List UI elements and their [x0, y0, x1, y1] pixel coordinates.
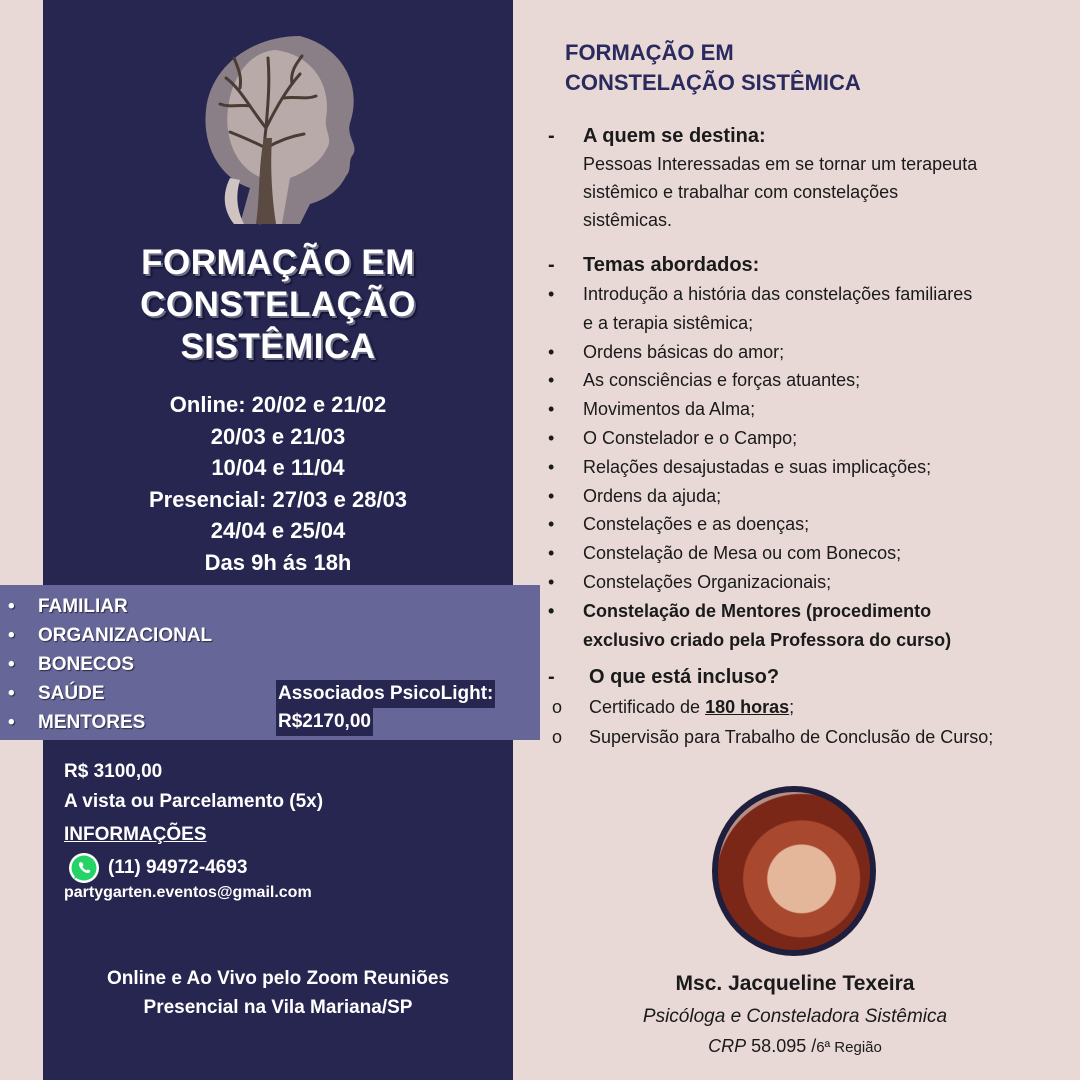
theme-line: Constelações e as doenças;: [583, 514, 810, 535]
topic-item: • MENTORES: [8, 712, 146, 733]
info-title: INFORMAÇÕES: [64, 824, 207, 845]
phone-row[interactable]: [68, 852, 247, 884]
theme-line: Constelação de Mentores (procedimento: [583, 600, 932, 621]
theme-item: • O Constelador e o Campo;: [548, 424, 972, 453]
theme-line: Constelação de Mesa ou com Bonecos;: [583, 543, 902, 564]
theme-item: • Constelação de Mentores (procedimento exclusivo criado pela Professora do curso): [548, 597, 972, 655]
email-address[interactable]: partygarten.eventos@gmail.com: [64, 884, 312, 901]
included-text: ;: [789, 697, 795, 717]
included-hours: 180 horas: [705, 697, 790, 717]
date-line: Das 9h ás 18h: [204, 549, 352, 575]
included-list: [552, 692, 993, 752]
theme-item: • Constelação de Mesa ou com Bonecos;: [548, 539, 972, 568]
audience-line: sistêmicas.: [583, 210, 673, 230]
location-line: Online e Ao Vivo pelo Zoom Reuniões: [106, 968, 450, 989]
date-line: 20/03 e 21/03: [210, 423, 346, 449]
date-line: 24/04 e 25/04: [210, 518, 346, 543]
theme-item: • Constelações e as doenças;: [548, 510, 972, 539]
professor-photo: [712, 786, 876, 956]
price-value: R$ 3100,00: [64, 761, 163, 782]
theme-line: As consciências e forças atuantes;: [583, 370, 861, 391]
theme-line: Constelações Organizacionais;: [583, 571, 832, 592]
associates-price: [276, 680, 495, 736]
audience-line: Pessoas Interessadas em se tornar um terapeuta: [583, 154, 978, 174]
main-title: [43, 242, 513, 368]
schedule-dates: [43, 389, 513, 578]
associates-label: Associados PsicoLight:: [276, 680, 495, 708]
crp-number: 58.095 /: [746, 1036, 817, 1056]
themes-heading: Temas abordados:: [583, 254, 760, 276]
included-heading: O que está incluso?: [589, 666, 780, 688]
main-title-line: CONSTELAÇÃO: [140, 285, 416, 324]
audience-line: sistêmico e trabalhar com constelações: [583, 182, 899, 202]
professor-crp: [545, 1036, 1045, 1057]
theme-line: e a terapia sistêmica;: [583, 312, 754, 333]
theme-line: exclusivo criado pela Professora do curso): [583, 629, 952, 650]
topic-label: BONECOS: [38, 654, 135, 675]
right-title-line: CONSTELAÇÃO SISTÊMICA: [565, 70, 861, 95]
phone-number: (11) 94972-4693: [108, 857, 248, 878]
topic-item: • FAMILIAR: [8, 596, 128, 617]
theme-item: • Ordens básicas do amor;: [548, 338, 972, 367]
included-text: Supervisão para Trabalho de Conclusão de Curso;: [589, 727, 994, 747]
date-line: Online: 20/02 e 21/02: [169, 392, 387, 417]
location-note: [43, 964, 513, 1022]
included-section: - O que está incluso?: [548, 666, 780, 688]
theme-item: • Movimentos da Alma;: [548, 395, 972, 424]
right-title-line: FORMAÇÃO EM: [565, 40, 734, 65]
theme-line: Ordens básicas do amor;: [583, 341, 785, 362]
included-item: o Supervisão para Trabalho de Conclusão de Curso;: [552, 727, 994, 747]
topic-label: MENTORES: [38, 712, 146, 733]
audience-section: - A quem se destina: Pessoas Interessadas em se tornar um terapeuta sistêmico e trabalhar com constelações sistêmicas.: [548, 122, 977, 234]
associates-value: R$2170,00: [276, 708, 373, 736]
theme-line: Movimentos da Alma;: [583, 399, 756, 420]
location-line: Presencial na Vila Mariana/SP: [143, 997, 413, 1018]
professor-avatar: [718, 792, 870, 950]
professor-role: Psicóloga e Consteladora Sistêmica: [642, 1006, 948, 1027]
whatsapp-icon: [68, 852, 100, 884]
topic-label: FAMILIAR: [38, 596, 128, 617]
theme-line: Relações desajustadas e suas implicações;: [583, 456, 932, 477]
topic-label: SAÚDE: [38, 683, 105, 704]
crp-region: 6ª Região: [816, 1039, 882, 1056]
theme-line: Introdução a história das constelações familiares: [583, 284, 973, 304]
topic-item: • SAÚDE: [8, 683, 105, 704]
theme-item: • As consciências e forças atuantes;: [548, 366, 972, 395]
theme-item: • Constelações Organizacionais;: [548, 568, 972, 597]
professor-name: Msc. Jacqueline Texeira: [675, 972, 915, 995]
theme-item: • Introdução a história das constelações familiares e a terapia sistêmica;: [548, 280, 972, 338]
date-line: Presencial: 27/03 e 28/03: [148, 486, 408, 512]
theme-item: • Ordens da ajuda;: [548, 482, 972, 511]
right-title: [565, 38, 861, 98]
crp-label: CRP: [708, 1036, 747, 1056]
included-text: Certificado de: [589, 697, 706, 717]
payment-terms: A vista ou Parcelamento (5x): [64, 791, 324, 812]
topic-label: ORGANIZACIONAL: [38, 625, 213, 646]
main-title-line: FORMAÇÃO EM: [141, 243, 415, 282]
date-line: 10/04 e 11/04: [211, 455, 345, 480]
themes-section: - Temas abordados:: [548, 254, 760, 276]
theme-line: Ordens da ajuda;: [583, 485, 722, 506]
themes-list: [548, 280, 972, 654]
main-title-line: SISTÊMICA: [180, 327, 376, 366]
topic-item: • ORGANIZACIONAL: [8, 625, 213, 646]
topics-list: [8, 592, 212, 737]
price-block: [64, 757, 323, 817]
theme-item: • Relações desajustadas e suas implicações;: [548, 453, 972, 482]
theme-line: O Constelador e o Campo;: [583, 427, 798, 448]
tree-head-logo-icon: [180, 28, 380, 228]
topic-item: • BONECOS: [8, 654, 135, 675]
included-item: o Certificado de 180 horas;: [552, 697, 795, 717]
audience-heading: A quem se destina:: [583, 125, 766, 147]
